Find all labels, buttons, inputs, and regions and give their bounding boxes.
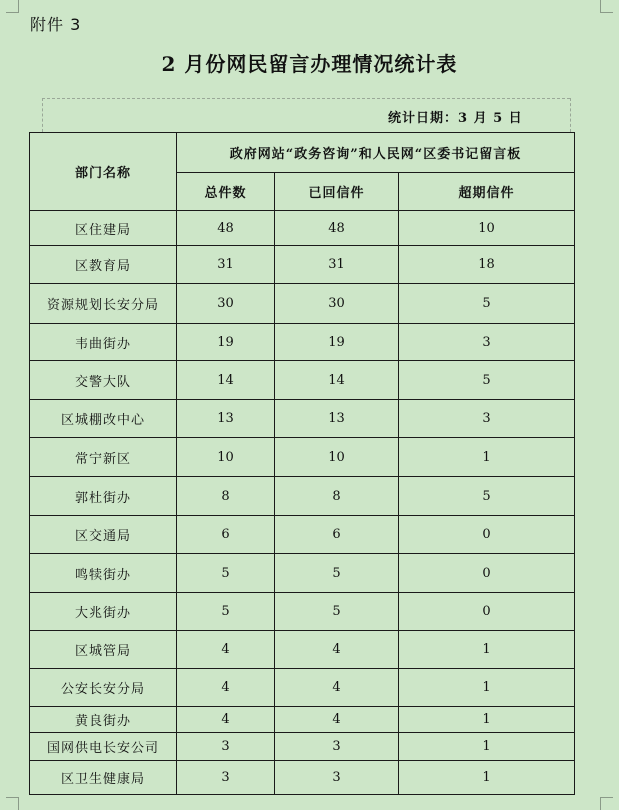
page-title: 2 月份网民留言办理情况统计表	[161, 52, 458, 76]
department-cell: 大兆街办	[30, 593, 177, 631]
replied-cell: 14	[275, 361, 399, 400]
total-cell: 19	[177, 324, 275, 361]
department-cell: 区交通局	[30, 516, 177, 554]
overdue-cell: 1	[399, 669, 575, 707]
header-overdue: 超期信件	[399, 173, 575, 211]
overdue-cell: 3	[399, 324, 575, 361]
department-cell: 郭杜街办	[30, 477, 177, 516]
department-cell: 资源规划长安分局	[30, 284, 177, 324]
crop-mark-top-right	[600, 0, 613, 13]
table-row	[30, 324, 575, 361]
text-frame-border	[42, 98, 570, 99]
department-cell: 黄良街办	[30, 707, 177, 733]
overdue-cell: 5	[399, 477, 575, 516]
replied-cell: 30	[275, 284, 399, 324]
table-row	[30, 554, 575, 593]
replied-cell: 3	[275, 761, 399, 795]
replied-cell: 4	[275, 669, 399, 707]
table-body	[30, 211, 575, 795]
table-row	[30, 477, 575, 516]
table-row	[30, 211, 575, 246]
crop-mark-bottom-left	[6, 797, 19, 810]
crop-mark-bottom-right	[600, 797, 613, 810]
total-cell: 6	[177, 516, 275, 554]
total-cell: 5	[177, 554, 275, 593]
replied-cell: 3	[275, 733, 399, 761]
table-row	[30, 246, 575, 284]
crop-mark-top-left	[6, 0, 19, 13]
replied-cell: 5	[275, 554, 399, 593]
header-total: 总件数	[177, 173, 275, 211]
overdue-cell: 1	[399, 761, 575, 795]
replied-cell: 4	[275, 631, 399, 669]
overdue-cell: 10	[399, 211, 575, 246]
overdue-cell: 1	[399, 733, 575, 761]
table-row	[30, 516, 575, 554]
table-row	[30, 438, 575, 477]
table-row	[30, 707, 575, 733]
total-cell: 48	[177, 211, 275, 246]
table-row	[30, 593, 575, 631]
department-cell: 区卫生健康局	[30, 761, 177, 795]
department-cell: 鸣犊街办	[30, 554, 177, 593]
department-cell: 国网供电长安公司	[30, 733, 177, 761]
total-cell: 4	[177, 631, 275, 669]
department-cell: 公安长安分局	[30, 669, 177, 707]
total-cell: 8	[177, 477, 275, 516]
statistics-table	[29, 132, 575, 795]
overdue-cell: 1	[399, 438, 575, 477]
replied-cell: 4	[275, 707, 399, 733]
overdue-cell: 0	[399, 516, 575, 554]
table-row	[30, 631, 575, 669]
replied-cell: 8	[275, 477, 399, 516]
stat-date: 统计日期：3 月 5 日	[388, 111, 523, 126]
total-cell: 3	[177, 733, 275, 761]
table-row	[30, 669, 575, 707]
header-department: 部门名称	[30, 133, 177, 211]
header-replied: 已回信件	[275, 173, 399, 211]
replied-cell: 13	[275, 400, 399, 438]
replied-cell: 19	[275, 324, 399, 361]
overdue-cell: 1	[399, 631, 575, 669]
replied-cell: 31	[275, 246, 399, 284]
overdue-cell: 0	[399, 593, 575, 631]
attachment-label: 附件 3	[30, 15, 82, 34]
table-row	[30, 400, 575, 438]
total-cell: 14	[177, 361, 275, 400]
total-cell: 4	[177, 707, 275, 733]
replied-cell: 6	[275, 516, 399, 554]
replied-cell: 48	[275, 211, 399, 246]
table-row	[30, 361, 575, 400]
text-frame-border-right	[570, 98, 571, 132]
department-cell: 韦曲街办	[30, 324, 177, 361]
table-row	[30, 761, 575, 795]
total-cell: 3	[177, 761, 275, 795]
department-cell: 常宁新区	[30, 438, 177, 477]
replied-cell: 10	[275, 438, 399, 477]
total-cell: 5	[177, 593, 275, 631]
department-cell: 区教育局	[30, 246, 177, 284]
department-cell: 区城棚改中心	[30, 400, 177, 438]
replied-cell: 5	[275, 593, 399, 631]
total-cell: 13	[177, 400, 275, 438]
department-cell: 区城管局	[30, 631, 177, 669]
overdue-cell: 5	[399, 361, 575, 400]
table-row	[30, 284, 575, 324]
department-cell: 交警大队	[30, 361, 177, 400]
overdue-cell: 3	[399, 400, 575, 438]
total-cell: 4	[177, 669, 275, 707]
header-group: 政府网站“政务咨询”和人民网“区委书记留言板	[177, 133, 575, 173]
overdue-cell: 18	[399, 246, 575, 284]
department-cell: 区住建局	[30, 211, 177, 246]
total-cell: 31	[177, 246, 275, 284]
overdue-cell: 0	[399, 554, 575, 593]
total-cell: 10	[177, 438, 275, 477]
table-row	[30, 733, 575, 761]
total-cell: 30	[177, 284, 275, 324]
overdue-cell: 5	[399, 284, 575, 324]
text-frame-border-left	[42, 98, 43, 132]
overdue-cell: 1	[399, 707, 575, 733]
